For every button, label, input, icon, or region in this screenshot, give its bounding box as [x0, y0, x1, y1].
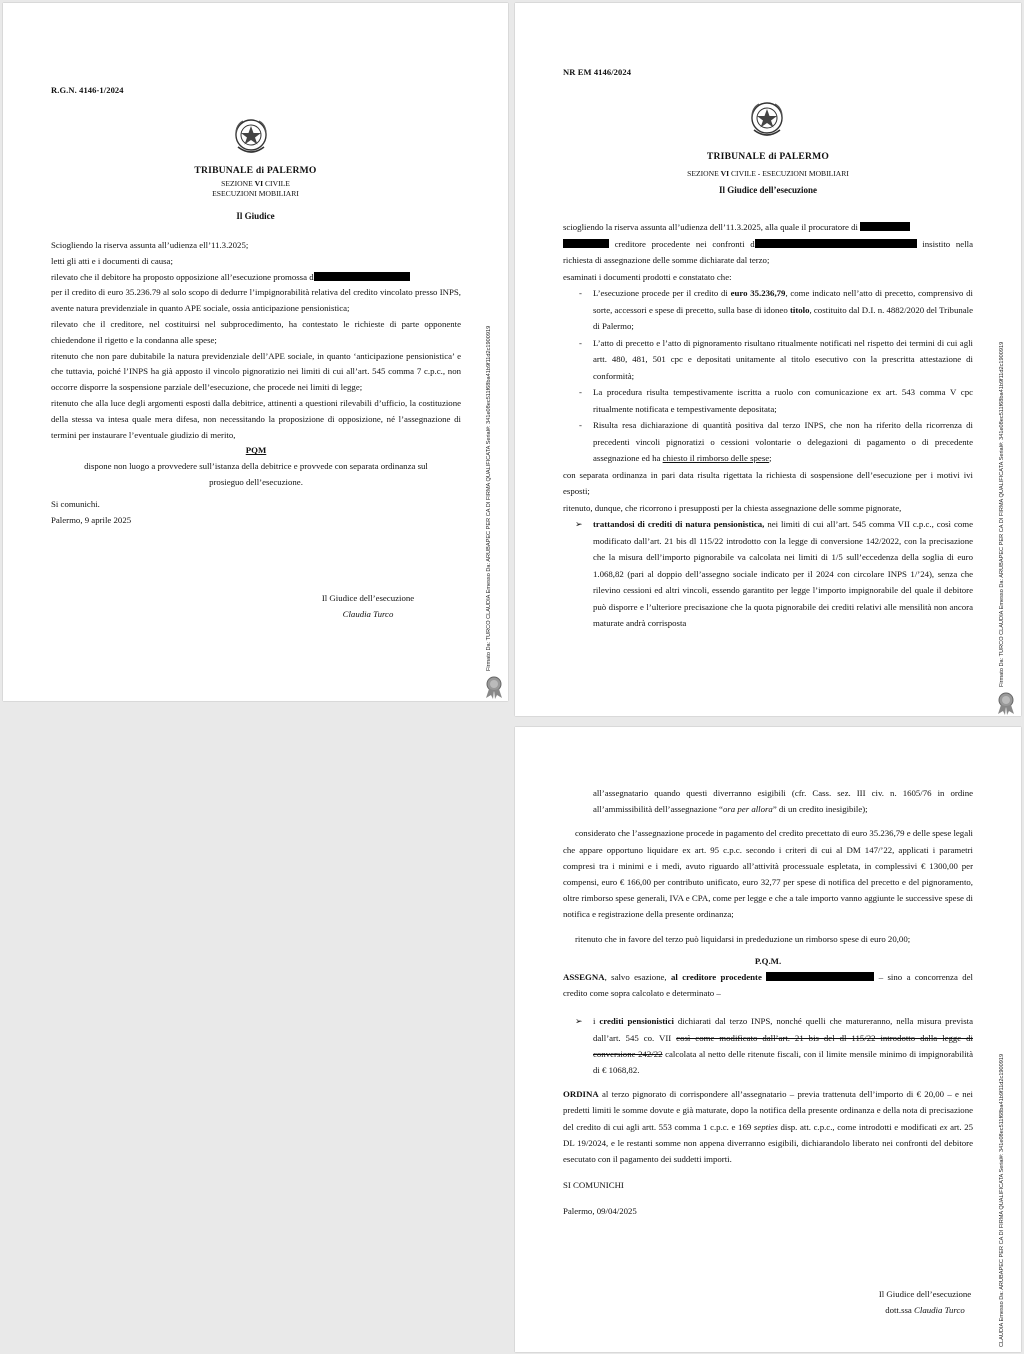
signature-block	[283, 590, 453, 622]
redacted-block	[755, 239, 917, 248]
decree-body	[51, 238, 461, 528]
paragraph: all’assegnatario quando questi diverranno esigibili (cfr. Cass. sez. III civ. n. 1605/76 in ordine all’ammissibilità dell’assegnazione “ora per allora” di un credito inesigibile);	[593, 788, 973, 815]
order-body-continued	[563, 785, 973, 1220]
case-number: R.G.N. 4146-1/2024	[51, 85, 124, 95]
list-item: ➢ i crediti pensionistici dichiarati dal terzo INPS, nonché quelli che matureranno, nella misura prevista dall’art. 545 co. VII così come modificato dall’art. 21 bis del dl 115/22 introdotto dalla legge di conversione 242/22 calcolata al netto delle ritenute fiscali, con il limite mensile minimo di impignorabilità di € 1068,82.	[563, 1013, 973, 1078]
paragraph: rilevato che il creditore, nel costituirsi nel subprocedimento, ha contestato le richieste di parte opponente chiedendone il rigetto e la condanna alle spese;	[51, 318, 461, 345]
dispositivo: dispone non luogo a provvedere sull’istanza della debitrice e provvede con separata ordinanza sul prosieguo dell’esecuzione.	[84, 461, 428, 487]
list-item: - L’atto di precetto e l’atto di pignoramento risultano ritualmente notificati nel rispetto dei termini di cui agli artt. 480, 481, 501 cpc e depositati unitamente al titolo esecutivo con la prescritta attestazione di conformità;	[593, 335, 973, 385]
redacted-block	[766, 972, 874, 981]
court-section: SEZIONE VI CIVILE	[221, 179, 290, 188]
digital-signature-note: Firmato Da: TURCO CLAUDIA Emesso Da: ARUBAPEC PER CA DI FIRMA QUALIFICATA Serial#: 341e08ec511f68ba41b9f11d2c1900919	[999, 341, 1005, 687]
document-heading: Il Giudice dell’esecuzione	[719, 185, 817, 195]
document-page-3	[515, 727, 1021, 1352]
list-item: - La procedura risulta tempestivamente iscritta a ruolo con comunicazione ex art. 543 comma V cpc ritualmente notificata e tempestivamente depositata;	[593, 384, 973, 417]
redacted-block	[563, 239, 609, 248]
signature-block	[855, 1286, 995, 1318]
court-name: TRIBUNALE di PALERMO	[194, 165, 317, 176]
redacted-block	[860, 222, 910, 231]
signature-seal-icon	[995, 691, 1017, 715]
findings-list	[563, 285, 973, 467]
digital-signature-note: Firmato Da: TURCO CLAUDIA Emesso Da: ARUBAPEC PER CA DI FIRMA QUALIFICATA Serial#: 341e08ec511f68ba41b9f11d2c1900919	[486, 325, 492, 671]
italian-republic-emblem-icon	[233, 117, 269, 157]
signature-title: Il Giudice dell’esecuzione	[878, 1289, 972, 1299]
signature-name: dott.ssa Claudia Turco	[885, 1305, 965, 1315]
document-page-1	[3, 3, 508, 701]
digital-signature-note: CLAUDIA Emesso Da: ARUBAPEC PER CA DI FIRMA QUALIFICATA Serial#: 341e08ec511f68ba41b9f11d2c1900919	[999, 1053, 1005, 1347]
paragraph: considerato che l’assegnazione procede in pagamento del credito precettato di euro 35.236,79 e delle spese legali che appare opportuno liquidare ex art. 95 c.p.c. secondo i criteri di cui al DM 147/’22, applicati i parametri compresi tra i minimi e i medi, avuto riguardo all’attività processuale espletata, in complessivi € 1300,00 per compensi, euro € 166,00 per contributo unificato, euro 32,77 per spese di notifica del precetto e del pignoramento, oltre rimborso spese generali, IVA e CPA, come per legge e che a tale importo vanno aggiunte le successive spese di notifica e registrazione della presente ordinanza;	[563, 828, 973, 920]
paragraph: ritenuto che in favore del terzo può liquidarsi in prededuzione un rimborso spese di euro 20,00;	[575, 933, 911, 944]
order-body	[563, 219, 973, 632]
document-heading: Il Giudice	[236, 211, 275, 221]
court-section: SEZIONE VI CIVILE - ESECUZIONI MOBILIARI	[687, 169, 849, 178]
paragraph: creditore procedente nei confronti d insistito nella richiesta di assegnazione delle somme dichiarate dal terzo;	[563, 238, 973, 265]
paragraph: ritenuto, dunque, che ricorrono i presupposti per la chiesta assegnazione delle somme pignorate,	[563, 502, 902, 513]
list-item: ➢ trattandosi di crediti di natura pensionistica, nei limiti di cui all’art. 545 comma VII c.p.c., così come modificato dall’art. 21 bis dl 115/22 introdotto con la legge di conversione 142/2022, con la precisazione che la misura dell’importo pignorabile va calcolata nei limiti di 1/5 sull’eccedenza della soglia di euro 1.068,82 (pari al doppio dell’assegno sociale indicato per il 2024 con circolare INPS 1/’24), senza che rilevino cessioni ed altri vincoli, essendo garantito per legge l’importo impignorabile del quale il debitore può disporre e l’ulteriore precisazione che la quota pignorabile dei crediti relativi alle mensilità non ancora maturate andrà corrisposta	[563, 516, 973, 632]
comunichi: SI COMUNICHI	[563, 1180, 624, 1191]
date-line: Palermo, 9 aprile 2025	[51, 514, 132, 525]
paragraph: rilevato che il debitore ha proposto opposizione all’esecuzione promossa d	[51, 270, 461, 286]
signature-seal-icon	[483, 675, 505, 699]
paragraph: letti gli atti e i documenti di causa;	[51, 255, 173, 266]
paragraph: per il credito di euro 35.236.79 al solo scopo di dedurre l’impignorabilità relativa del credito vincolato presso INPS, avente natura previdenziale in quanto APE sociale, ossia anticipazione pensionistica;	[51, 287, 461, 314]
redacted-block	[314, 272, 410, 281]
pqm-heading: P.Q.M.	[754, 955, 782, 966]
paragraph: ASSEGNA, salvo esazione, al creditore procedente – sino a concorrenza del credito come sopra calcolato e determinato –	[563, 972, 973, 999]
list-item: - Risulta resa dichiarazione di quantità positiva dal terzo INPS, che non ha riferito della ricorrenza di precedenti vincoli pignoratizi o cessioni volontarie o delegazioni di pagamento o di precedente assegnazione ed ha chiesto il rimborso delle spese;	[593, 417, 973, 467]
paragraph: sciogliendo la riserva assunta all’udienza dell’11.3.2025, alla quale il procuratore di	[563, 219, 973, 236]
list-item: - L’esecuzione procede per il credito di euro 35.236,79, come indicato nell’atto di precetto, comprensivo di sorte, accessori e spese di precetto, sulla base di idoneo titolo, costituito dal D.I. n. 4882/2020 del Tribunale di Palermo;	[593, 285, 973, 335]
signature-title: Il Giudice dell’esecuzione	[321, 593, 415, 603]
paragraph: con separata ordinanza in pari data risulta rigettata la richiesta di sospensione dell’esecuzione per i motivi ivi esposti;	[563, 469, 973, 496]
court-name: TRIBUNALE di PALERMO	[706, 151, 830, 162]
case-number: NR EM 4146/2024	[563, 67, 632, 77]
paragraph: ritenuto che alla luce degli argomenti esposti dalla debitrice, attinenti a questioni rilevabili d’ufficio, la costituzione della stessa va intesa quale mera difesa, non necessitando la proposizione di opposizione, né l’assegnazione di termini per instaurare l’eventuale giudizio di merito,	[51, 397, 461, 440]
document-page-2	[515, 3, 1021, 716]
paragraph: esaminati i documenti prodotti e constatato che:	[563, 271, 732, 282]
court-subsection: ESECUZIONI MOBILIARI	[212, 189, 299, 198]
paragraph: Sciogliendo la riserva assunta all’udienza ell’11.3.2025;	[51, 240, 249, 250]
comunichi: Si comunichi.	[51, 498, 100, 509]
paragraph: ORDINA al terzo pignorato di corrispondere all’assegnatario – previa trattenuta dell’importo di € 20,00 – e nei predetti limiti le somme dovute e già maturate, dopo la notifica della presente ordinanza e della nota di precisazione del credito di cui agli artt. 553 comma 1 c.p.c. e 169 septies disp. att. c.p.c., come introdotti e modificati ex art. 25 DL 19/2024, e le restanti somme non appena diverranno esigibili, dichiarandolo liberato nei confronti del debitore esecutato con il pagamento dei suddetti importi.	[563, 1089, 973, 1165]
pqm-heading: PQM	[245, 445, 267, 456]
date-line: Palermo, 09/04/2025	[563, 1206, 637, 1217]
signature-name: Claudia Turco	[342, 609, 394, 619]
italian-republic-emblem-icon	[749, 100, 785, 140]
paragraph: ritenuto che non pare dubitabile la natura previdenziale dell’APE sociale, in quanto ‘anticipazione pensionistica’ e che tuttavia, poiché l’INPS ha già apposto il vincolo pignoratizio nei limiti di cui all’art. 545 comma 7 c.p.c., non occorre disporre la sospensione parziale dell’esecuzione, che procede nei limiti di legge;	[51, 350, 461, 393]
